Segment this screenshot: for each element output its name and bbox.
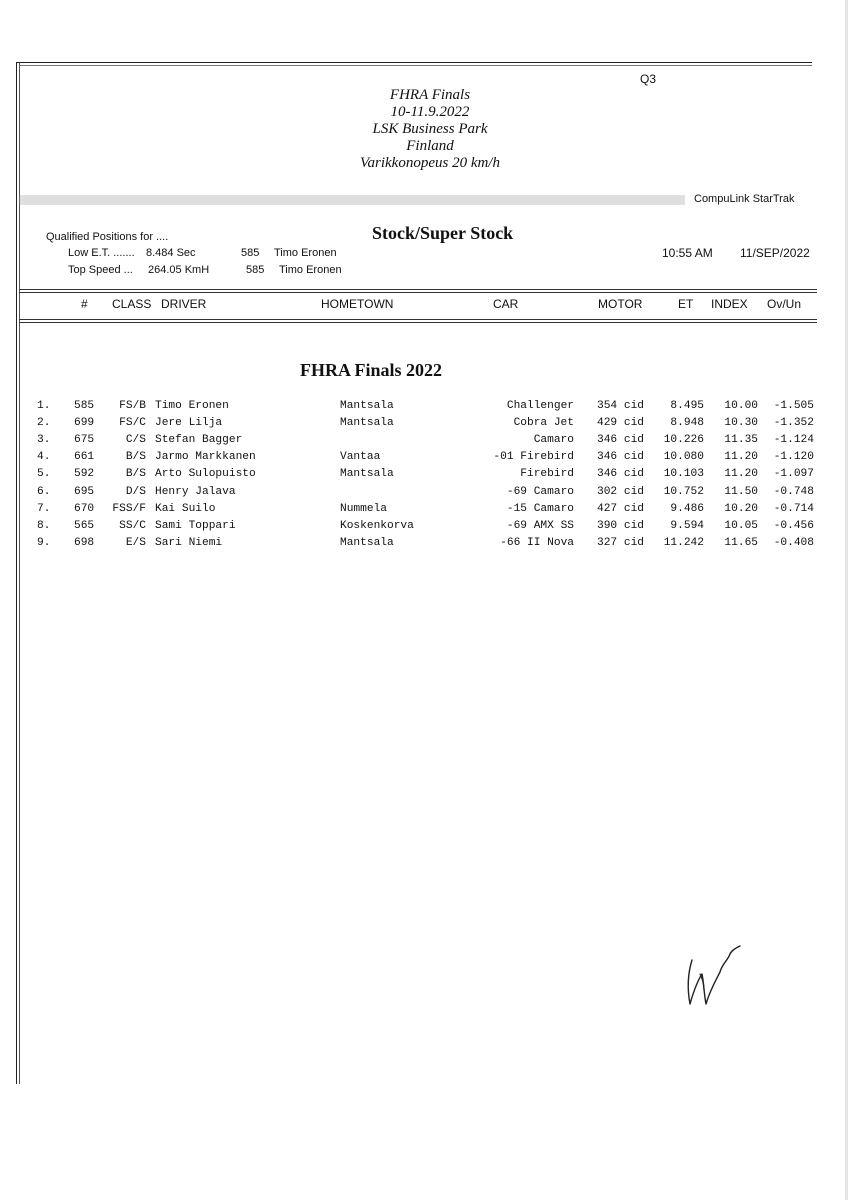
- event-header: [280, 87, 580, 172]
- qualified-title: Qualified Positions for ....: [46, 231, 169, 243]
- row-class: B/S: [125, 451, 146, 463]
- top-speed-driver: Timo Eronen: [279, 264, 342, 276]
- row-car: -01 Firebird: [493, 451, 574, 463]
- row-car: Challenger: [506, 400, 574, 412]
- low-et-value: 8.484 Sec: [146, 247, 196, 259]
- table-row: [0, 468, 848, 485]
- header-rule-bottom: [19, 319, 817, 320]
- row-ovun: -0.748: [773, 486, 814, 498]
- row-number: 675: [74, 434, 95, 446]
- frame-left-border: [16, 62, 17, 1084]
- col-driver: DRIVER: [161, 297, 207, 311]
- row-position: 5.: [37, 468, 51, 480]
- row-index: 11.50: [724, 486, 758, 498]
- col-car: CAR: [493, 297, 519, 311]
- low-et-number: 585: [241, 247, 260, 259]
- row-motor: 427 cid: [597, 503, 644, 515]
- row-class: FS/B: [119, 400, 146, 412]
- row-motor: 354 cid: [597, 400, 644, 412]
- row-index: 10.20: [724, 503, 758, 515]
- frame-left-border-inner: [19, 62, 20, 1084]
- dotted-separator: [19, 195, 685, 205]
- section-title: FHRA Finals 2022: [300, 360, 443, 380]
- row-driver: Kai Suilo: [155, 503, 216, 515]
- table-row: [0, 486, 848, 503]
- col-motor: MOTOR: [598, 297, 643, 311]
- row-class: C/S: [125, 434, 146, 446]
- row-class: B/S: [125, 468, 146, 480]
- row-car: Cobra Jet: [513, 417, 574, 429]
- col-num: #: [81, 297, 88, 311]
- row-car: -69 AMX SS: [506, 520, 574, 532]
- row-position: 6.: [37, 486, 51, 498]
- row-ovun: -1.097: [773, 468, 814, 480]
- row-number: 661: [74, 451, 95, 463]
- software-brand: CompuLink StarTrak: [694, 193, 795, 205]
- col-ovun: Ov/Un: [767, 297, 802, 311]
- top-speed-label: Top Speed ...: [68, 264, 133, 276]
- header-rule-bottom-2: [19, 322, 817, 323]
- frame-top-border-inner: [19, 65, 812, 66]
- row-driver: Stefan Bagger: [155, 434, 243, 446]
- row-driver: Jarmo Markkanen: [155, 451, 256, 463]
- row-driver: Jere Lilja: [155, 417, 223, 429]
- row-index: 11.65: [724, 537, 758, 549]
- row-class: FSS/F: [112, 503, 146, 515]
- row-index: 11.35: [724, 434, 758, 446]
- header-rule-top-2: [19, 292, 817, 293]
- row-number: 698: [74, 537, 95, 549]
- row-driver: Arto Sulopuisto: [155, 468, 256, 480]
- row-class: E/S: [125, 537, 146, 549]
- row-ovun: -1.120: [773, 451, 814, 463]
- row-number: 585: [74, 400, 95, 412]
- row-position: 3.: [37, 434, 51, 446]
- row-hometown: Mantsala: [340, 417, 394, 429]
- row-car: -69 Camaro: [506, 486, 574, 498]
- top-speed-value: 264.05 KmH: [148, 264, 210, 276]
- row-ovun: -0.714: [773, 503, 814, 515]
- report-time: 10:55 AM: [662, 246, 713, 260]
- row-hometown: Vantaa: [340, 451, 381, 463]
- row-position: 7.: [37, 503, 51, 515]
- row-ovun: -0.456: [773, 520, 814, 532]
- event-name: FHRA Finals: [389, 87, 471, 103]
- row-et: 9.594: [670, 520, 704, 532]
- row-motor: 327 cid: [597, 537, 644, 549]
- row-motor: 346 cid: [597, 451, 644, 463]
- row-motor: 346 cid: [597, 434, 644, 446]
- row-motor: 346 cid: [597, 468, 644, 480]
- row-et: 10.103: [663, 468, 704, 480]
- row-et: 10.080: [663, 451, 704, 463]
- handwritten-signature: [682, 938, 792, 1018]
- row-index: 10.00: [724, 400, 758, 412]
- table-row: [0, 537, 848, 554]
- row-number: 695: [74, 486, 95, 498]
- row-index: 10.30: [724, 417, 758, 429]
- row-position: 8.: [37, 520, 51, 532]
- row-driver: Sari Niemi: [155, 537, 223, 549]
- frame-top-border: [16, 62, 812, 63]
- row-et: 8.948: [670, 417, 704, 429]
- row-class: FS/C: [119, 417, 146, 429]
- event-pit-speed: Varikkonopeus 20 km/h: [360, 155, 500, 171]
- row-driver: Henry Jalava: [155, 486, 236, 498]
- row-index: 10.05: [724, 520, 758, 532]
- row-position: 4.: [37, 451, 51, 463]
- row-driver: Sami Toppari: [155, 520, 236, 532]
- row-car: Camaro: [533, 434, 574, 446]
- row-car: Firebird: [520, 468, 574, 480]
- row-class: D/S: [125, 486, 146, 498]
- class-title: Stock/Super Stock: [372, 223, 514, 243]
- row-car: -66 II Nova: [500, 537, 574, 549]
- row-position: 9.: [37, 537, 51, 549]
- row-ovun: -1.352: [773, 417, 814, 429]
- row-ovun: -0.408: [773, 537, 814, 549]
- row-position: 2.: [37, 417, 51, 429]
- row-number: 670: [74, 503, 95, 515]
- row-ovun: -1.124: [773, 434, 814, 446]
- row-index: 11.20: [724, 451, 758, 463]
- row-et: 9.486: [670, 503, 704, 515]
- row-hometown: Koskenkorva: [340, 520, 414, 532]
- row-et: 11.242: [663, 537, 704, 549]
- row-number: 592: [74, 468, 95, 480]
- row-driver: Timo Eronen: [155, 400, 229, 412]
- row-car: -15 Camaro: [506, 503, 574, 515]
- event-venue: LSK Business Park: [372, 121, 488, 137]
- table-row: [0, 520, 848, 537]
- table-row: [0, 451, 848, 468]
- report-date: 11/SEP/2022: [740, 246, 810, 260]
- row-class: SS/C: [119, 520, 146, 532]
- row-hometown: Mantsala: [340, 400, 394, 412]
- low-et-label: Low E.T. .......: [68, 247, 135, 259]
- event-dates: 10-11.9.2022: [390, 104, 470, 120]
- row-hometown: Mantsala: [340, 537, 394, 549]
- row-et: 8.495: [670, 400, 704, 412]
- row-motor: 390 cid: [597, 520, 644, 532]
- table-row: [0, 400, 848, 417]
- row-hometown: Nummela: [340, 503, 387, 515]
- col-hometown: HOMETOWN: [321, 297, 394, 311]
- low-et-driver: Timo Eronen: [274, 247, 337, 259]
- row-motor: 429 cid: [597, 417, 644, 429]
- col-class: CLASS: [112, 297, 152, 311]
- row-et: 10.226: [663, 434, 704, 446]
- header-rule-top: [19, 289, 817, 290]
- session-code: Q3: [640, 72, 657, 86]
- top-speed-number: 585: [246, 264, 265, 276]
- col-et: ET: [678, 297, 694, 311]
- row-position: 1.: [37, 400, 51, 412]
- row-motor: 302 cid: [597, 486, 644, 498]
- row-hometown: Mantsala: [340, 468, 394, 480]
- row-index: 11.20: [724, 468, 758, 480]
- col-index: INDEX: [711, 297, 748, 311]
- event-country: Finland: [406, 138, 454, 154]
- table-row: [0, 503, 848, 520]
- row-number: 699: [74, 417, 95, 429]
- row-number: 565: [74, 520, 95, 532]
- row-et: 10.752: [663, 486, 704, 498]
- table-row: [0, 417, 848, 434]
- row-ovun: -1.505: [773, 400, 814, 412]
- table-row: [0, 434, 848, 451]
